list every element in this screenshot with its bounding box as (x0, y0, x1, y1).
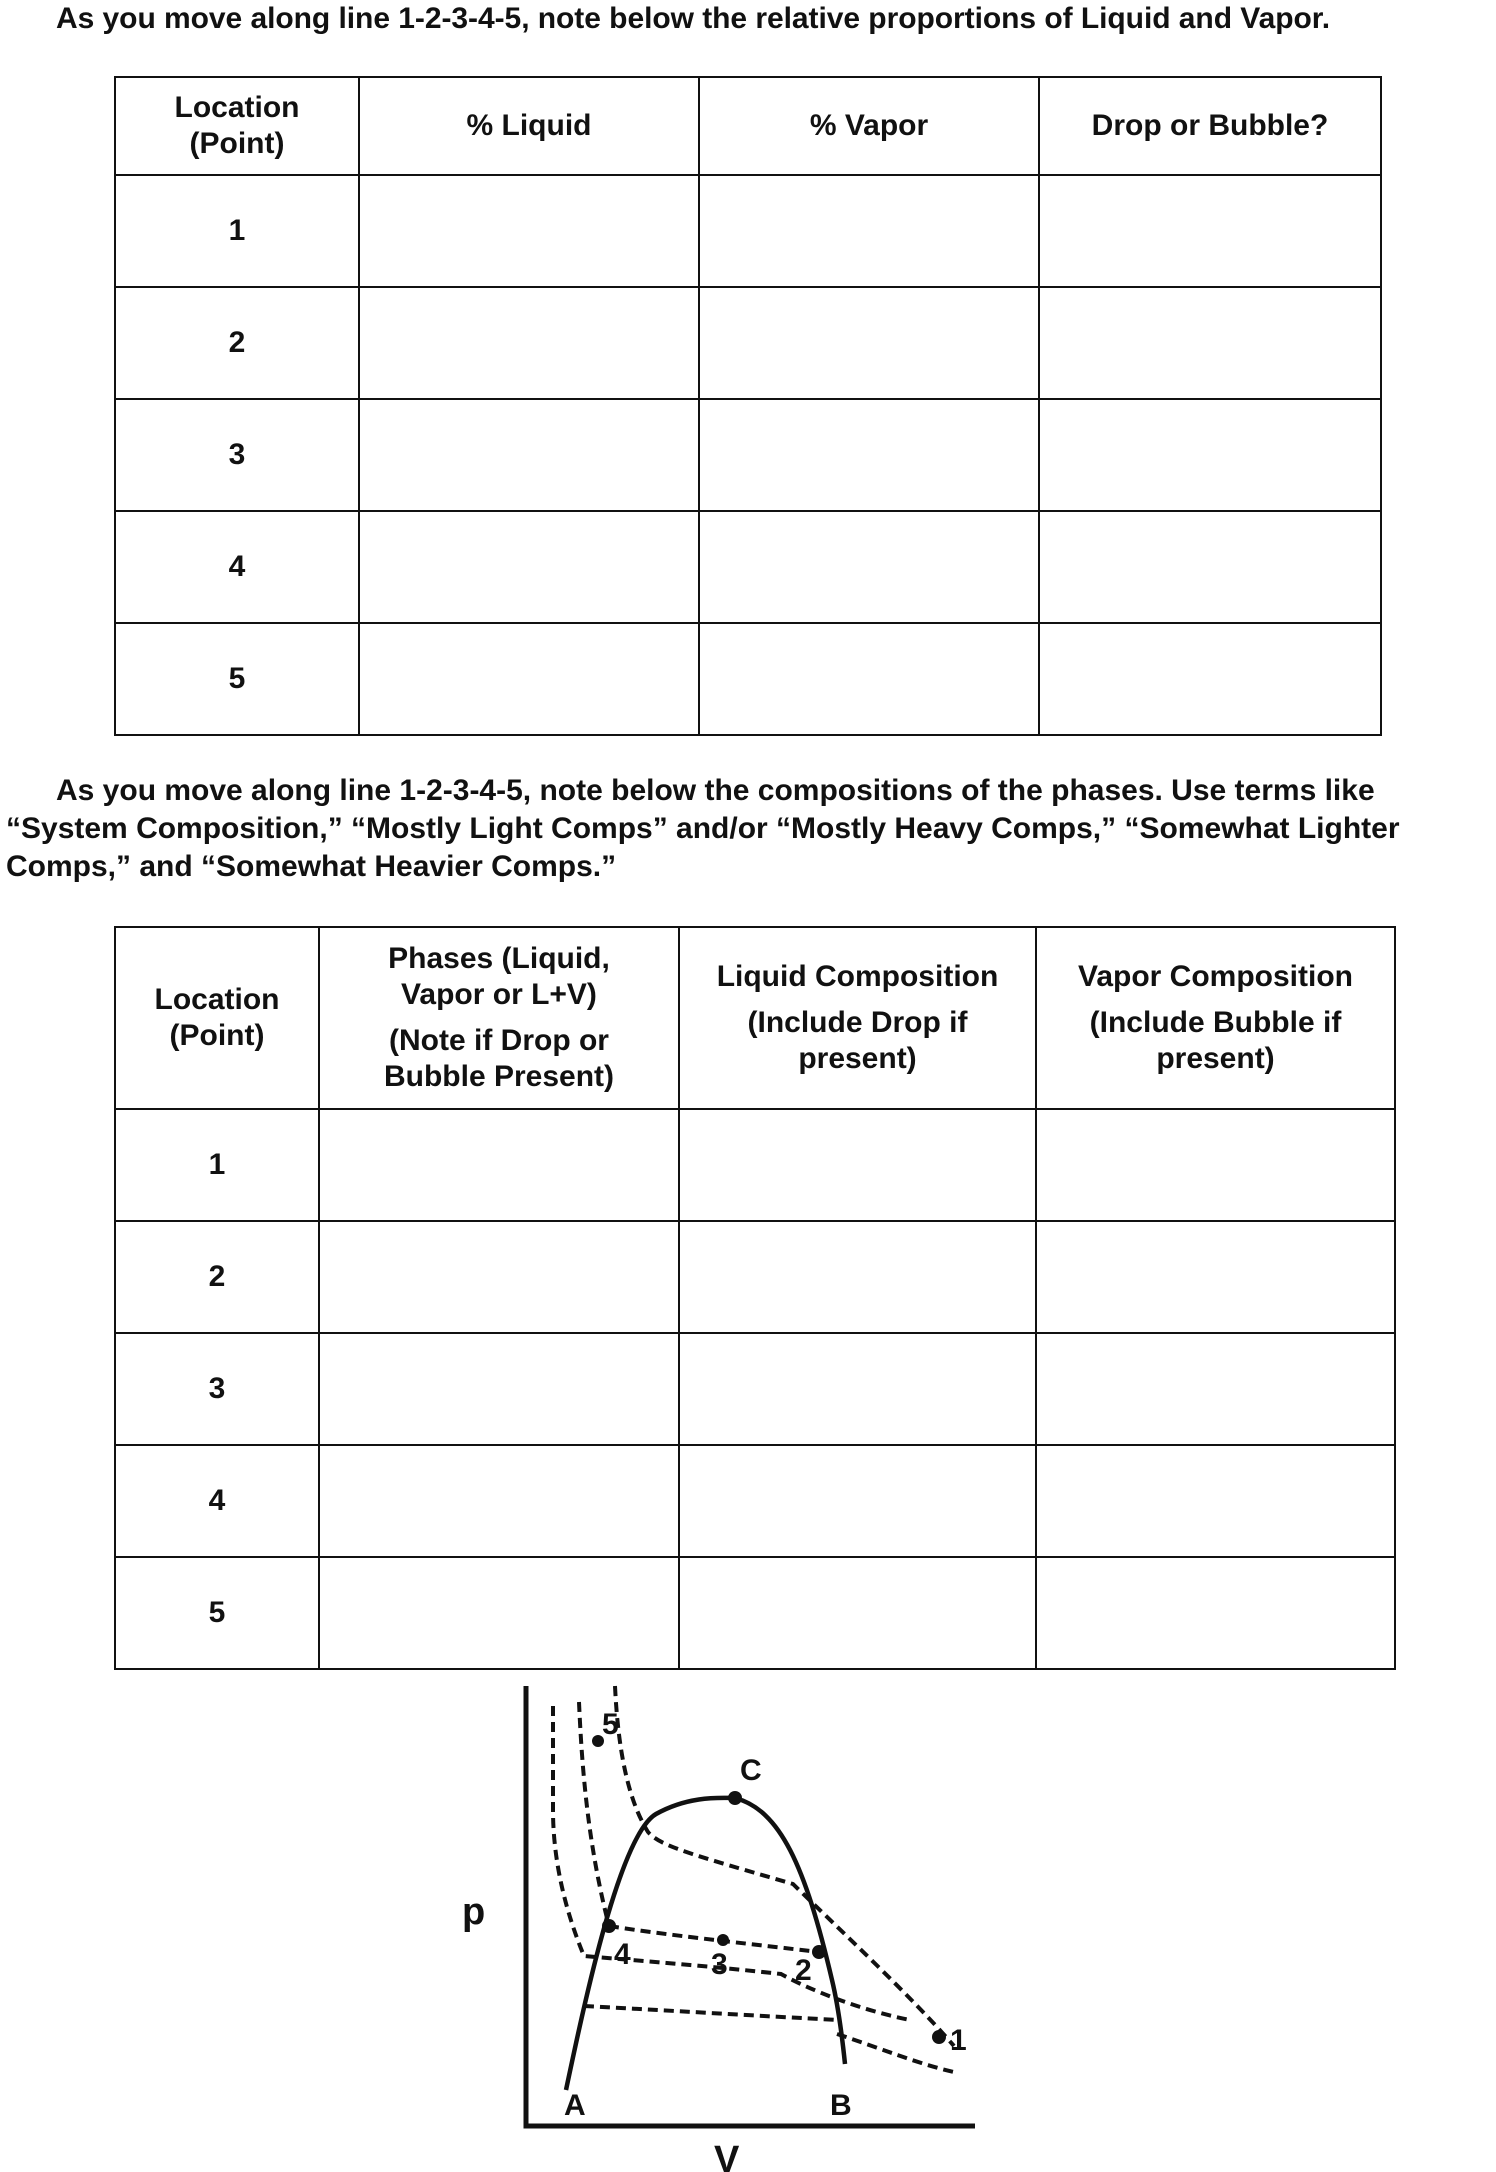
phases-cell[interactable] (319, 1333, 679, 1445)
location-cell: 3 (115, 1333, 319, 1445)
location-cell: 5 (115, 1557, 319, 1669)
percent-liquid-cell[interactable] (359, 623, 699, 735)
location-cell: 2 (115, 1221, 319, 1333)
x-axis-label: V (714, 2139, 740, 2172)
point-c-label: C (740, 1754, 762, 1787)
header-drop-or-bubble: Drop or Bubble? (1039, 77, 1381, 175)
location-cell: 4 (115, 511, 359, 623)
location-cell: 3 (115, 399, 359, 511)
point-2-label: 2 (795, 1954, 812, 1987)
vapor-composition-cell[interactable] (1036, 1333, 1395, 1445)
point-2-marker (812, 1945, 826, 1959)
percent-liquid-cell[interactable] (359, 399, 699, 511)
location-cell: 1 (115, 175, 359, 287)
point-4-label: 4 (614, 1938, 631, 1971)
percent-vapor-cell[interactable] (699, 623, 1039, 735)
phases-cell[interactable] (319, 1221, 679, 1333)
table-row (115, 399, 1381, 511)
point-b-label: B (830, 2089, 852, 2122)
phases-cell[interactable] (319, 1557, 679, 1669)
liquid-composition-cell[interactable] (679, 1333, 1036, 1445)
header-percent-vapor: % Vapor (699, 77, 1039, 175)
table-row (115, 511, 1381, 623)
liquid-composition-cell[interactable] (679, 1221, 1036, 1333)
drop-or-bubble-cell[interactable] (1039, 623, 1381, 735)
header-vapor-composition: Vapor Composition (Include Bubble if present) (1036, 927, 1395, 1109)
point-3-marker (717, 1934, 729, 1946)
vapor-composition-cell[interactable] (1036, 1445, 1395, 1557)
proportions-table (114, 76, 1382, 736)
percent-vapor-cell[interactable] (699, 399, 1039, 511)
pv-phase-diagram (460, 1660, 1000, 2172)
percent-liquid-cell[interactable] (359, 175, 699, 287)
vapor-composition-cell[interactable] (1036, 1221, 1395, 1333)
header-phases: Phases (Liquid, Vapor or L+V) (Note if Drop or Bubble Present) (319, 927, 679, 1109)
liquid-composition-cell[interactable] (679, 1557, 1036, 1669)
percent-liquid-cell[interactable] (359, 511, 699, 623)
point-1-label: 1 (950, 2024, 967, 2057)
phases-cell[interactable] (319, 1445, 679, 1557)
table-row (115, 1109, 1395, 1221)
drop-or-bubble-cell[interactable] (1039, 399, 1381, 511)
percent-vapor-cell[interactable] (699, 287, 1039, 399)
table-header-row (115, 927, 1395, 1109)
point-5-label: 5 (602, 1708, 619, 1741)
percent-liquid-cell[interactable] (359, 287, 699, 399)
drop-or-bubble-cell[interactable] (1039, 175, 1381, 287)
table-row (115, 1557, 1395, 1669)
phase-envelope-curve (566, 1798, 845, 2090)
point-3-label: 3 (711, 1948, 728, 1981)
table-row (115, 175, 1381, 287)
table-row (115, 1333, 1395, 1445)
table-row (115, 1445, 1395, 1557)
vapor-composition-cell[interactable] (1036, 1557, 1395, 1669)
y-axis-label: p (462, 1891, 486, 1933)
location-cell: 4 (115, 1445, 319, 1557)
liquid-composition-cell[interactable] (679, 1109, 1036, 1221)
point-a-label: A (564, 2089, 586, 2122)
table-row (115, 1221, 1395, 1333)
point-4-marker (602, 1919, 616, 1933)
percent-vapor-cell[interactable] (699, 511, 1039, 623)
location-cell: 5 (115, 623, 359, 735)
location-cell: 1 (115, 1109, 319, 1221)
point-1-marker (932, 2030, 946, 2044)
table-row (115, 623, 1381, 735)
location-cell: 2 (115, 287, 359, 399)
header-location: Location (Point) (115, 927, 319, 1109)
header-percent-liquid: % Liquid (359, 77, 699, 175)
instructions-proportions: As you move along line 1-2-3-4-5, note below the relative proportions of Liquid and Vapor. (56, 2, 1331, 35)
compositions-table (114, 926, 1396, 1670)
vapor-composition-cell[interactable] (1036, 1109, 1395, 1221)
drop-or-bubble-cell[interactable] (1039, 511, 1381, 623)
instructions-compositions: As you move along line 1-2-3-4-5, note below the compositions of the phases. Use terms like “System Composition,” “Mostly Light Comps” and/or “Mostly Heavy Comps,” “Somewhat Lighter Comps,” and “Somewhat Heavier Comps.” (6, 774, 1400, 883)
diagram-points (592, 1735, 946, 2044)
axes (526, 1686, 975, 2126)
header-liquid-composition: Liquid Composition (Include Drop if present) (679, 927, 1036, 1109)
table-row (115, 287, 1381, 399)
drop-or-bubble-cell[interactable] (1039, 287, 1381, 399)
point-c-marker (728, 1791, 742, 1805)
liquid-composition-cell[interactable] (679, 1445, 1036, 1557)
table-header-row (115, 77, 1381, 175)
percent-vapor-cell[interactable] (699, 175, 1039, 287)
header-location: Location (Point) (115, 77, 359, 175)
phases-cell[interactable] (319, 1109, 679, 1221)
isotherm-lines (553, 1686, 954, 2072)
